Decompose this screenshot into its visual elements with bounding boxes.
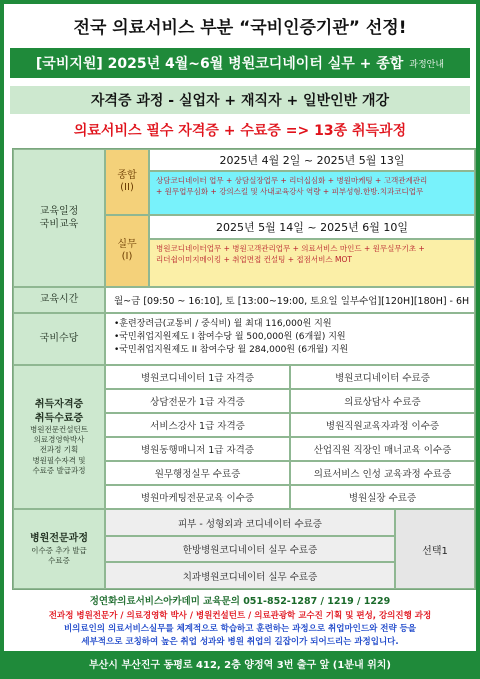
specialist-label [13,509,105,589]
faculty-line: 전과정 병원전문가 / 의료경영학 박사 / 병원컨설턴트 / 의료관광학 교수진 기획 및 편성, 강의진행 과정 [48,611,432,621]
specialist-label-line3: 수료증 [48,555,70,565]
course-description-line1: 비의료인의 의료서비스실무를 체계적으로 학습하고 훈련하는 과정으로 취업마인드와 전략 등을 [63,624,417,634]
allowance-line3: •국민취업지원제도 II 참여수당 월 284,000원 (6개월) 지원 [114,345,349,356]
certificate-item: 의료서비스 인성 교육과정 수료증 [290,461,475,485]
certificates-label-line2: 취득수료증 [34,412,84,424]
allowance-details [105,313,475,365]
certificate-item: 병원직원교육자과정 이수증 [290,413,475,437]
certificate-item: 의료상담사 수료증 [290,389,475,413]
specialist-item: 치과병원코디네이터 실무 수료증 [105,562,395,589]
general-course-tag-num: (II) [120,182,134,193]
general-course-content [149,171,475,215]
practical-course-tag-num: (I) [121,251,133,262]
time-value: 월~금 [09:50 ~ 16:10], 토 [13:00~19:00, 토요일 일부수업][120H][180H] - 6H [105,287,475,313]
certificates-label-line3: 병원전문컨설턴트 [30,425,88,435]
allowance-line1: •훈련장려금(교통비 / 중식비) 월 최대 116,000원 지원 [114,319,332,329]
allowance-line2: •국민취업지원제도 I 참여수당 월 500,000원 (6개월) 지원 [114,332,346,343]
certificate-item: 상담전문가 1급 자격증 [105,389,290,413]
course-banner-note: 과정안내 [409,59,445,70]
audience-band: 자격증 과정 - 실업자 + 재직자 + 일반인반 개강 [10,86,470,114]
practical-course-dates: 2025년 5월 14일 ~ 2025년 6월 10일 [149,215,475,239]
contact-line: 정연화의료서비스아카데미 교육문의 051-852-1287 / 1219 / 1229 [89,596,391,607]
certificate-item: 병원코디네이터 수료증 [290,365,475,389]
course-description [14,623,466,651]
schedule-label-line1: 교육일정 [39,205,79,217]
certificate-item: 산업직원 직장인 매너교육 이수증 [290,437,475,461]
practical-content-line1: 병원코디네이터업무 + 병원고객관리업무 + 의료서비스 마인드 + 원무실무기초 + [156,244,425,253]
practical-content-line2: 리더쉽이미지메이킹 + 취업면접 컨설팅 + 접점서비스 MOT [156,255,352,265]
general-course-tag [105,149,149,215]
certificates-label-line6: 병원필수자격 및 [32,455,86,465]
specialist-item: 한방병원코디네이터 실무 수료증 [105,536,395,562]
course-info-table [12,148,476,590]
specialist-label-line1: 병원전문과정 [30,533,88,545]
certificate-count-line: 의료서비스 필수 자격증 + 수료증 => 13종 취득과정 [73,123,407,139]
course-description-line2: 세부적으로 코칭하여 높은 취업 성과와 병원 취업의 길잡이가 되어드리는 과정입니다. [81,637,399,648]
certificates-label-line7: 수료증 발급과정 [32,465,86,475]
specialist-label-line2: 이수증 추가 발급 [31,545,87,555]
certificate-item: 병원마케팅전문교육 이수증 [105,485,290,509]
certificate-item: 병원실장 수료증 [290,485,475,509]
general-content-line1: 상담코디네이터 업무 + 상담실장업무 + 리더십심화 + 병원마케팅 + 고객관계관리 [156,176,428,185]
certificates-label-line1: 취득자격증 [34,399,84,411]
practical-course-content [149,239,475,287]
certificate-item: 서비스강사 1급 자격증 [105,413,290,437]
course-banner-title: [국비지원] 2025년 4월~6월 병원코디네이터 실무 + 종합 [35,56,404,72]
certificate-item: 병원동행매니저 1급 자격증 [105,437,290,461]
choose-one-note: 선택1 [395,509,475,589]
time-label: 교육시간 [13,287,105,313]
practical-course-tag [105,215,149,287]
headline: 전국 의료서비스 부분 “국비인증기관” 선정! [73,17,407,38]
certificates-label-line4: 의료경영학박사 [33,435,85,445]
schedule-label [13,149,105,287]
address-bar: 부산시 부산진구 동평로 412, 2층 양정역 3번 출구 앞 (1분내 위치) [4,651,476,675]
certificates-label [13,365,105,509]
general-content-line2: + 원무업무심화 + 강의스킬 및 사내교육강사 역량 + 피부성형.한방.치과코디업무 [156,187,424,197]
practical-course-tag-label: 실무 [117,238,137,250]
general-course-dates: 2025년 4월 2일 ~ 2025년 5월 13일 [149,149,475,171]
certificate-item: 원무행정실무 수료증 [105,461,290,485]
specialist-item: 피부 - 성형외과 코디네이터 수료증 [105,509,395,536]
allowance-label: 국비수당 [13,313,105,365]
course-banner [10,48,470,78]
general-course-tag-label: 종합 [117,169,137,181]
certificates-label-line5: 전과정 기획 [39,445,79,455]
schedule-label-line2: 국비교육 [39,219,79,230]
certificate-item: 병원코디네이터 1급 자격증 [105,365,290,389]
